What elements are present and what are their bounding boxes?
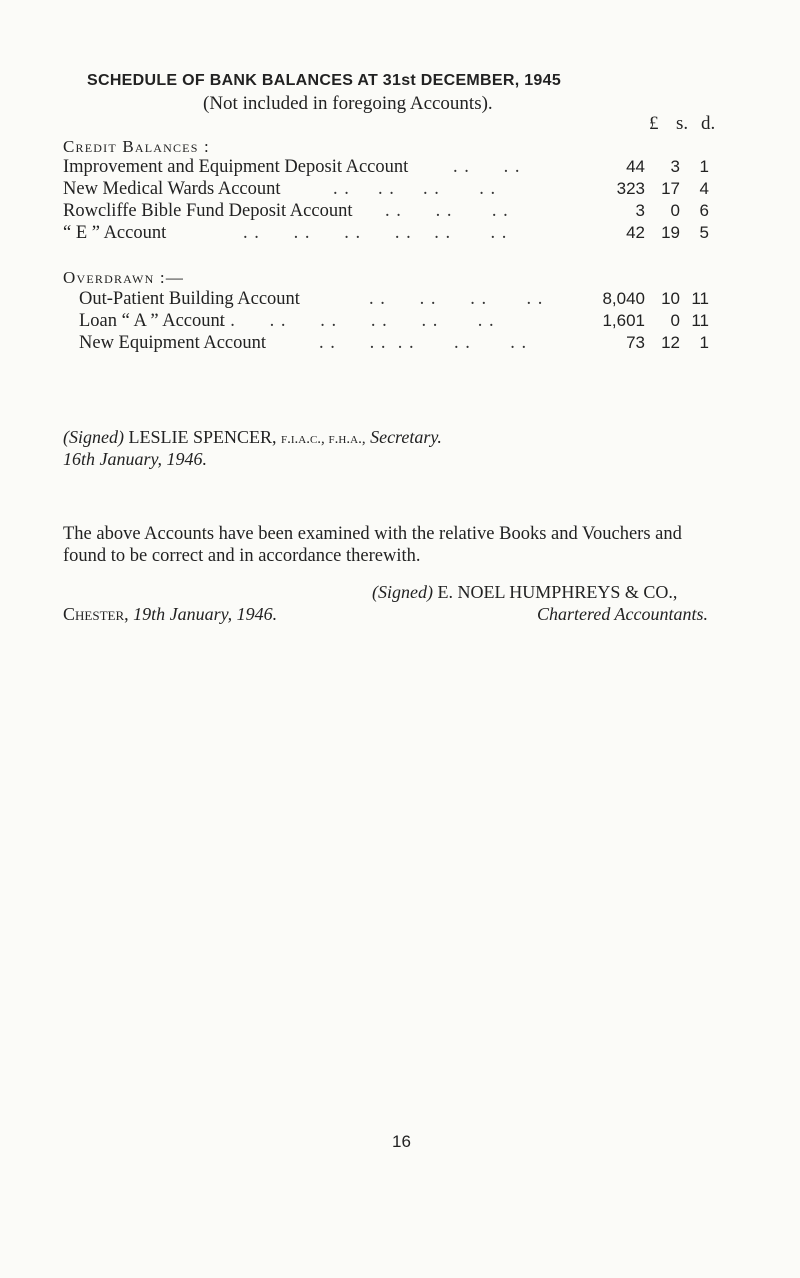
auditor-place-date xyxy=(63,604,277,625)
secretary-qualifications: f.i.a.c., f.h.a., xyxy=(281,431,366,447)
secretary-signature xyxy=(63,427,442,448)
table-row xyxy=(79,289,713,311)
overdrawn-heading: Overdrawn :— xyxy=(63,268,185,287)
leader-dots: . . . . . . xyxy=(385,201,509,221)
amount-shillings: 3 xyxy=(670,157,680,176)
table-row xyxy=(79,311,713,333)
amount-shillings: 10 xyxy=(661,289,680,308)
row-label: Loan “ A ” Account xyxy=(79,311,225,331)
row-label: “ E ” Account xyxy=(63,223,167,243)
leader-dots: . . . . . . . . . . . . xyxy=(243,223,508,243)
table-row xyxy=(63,201,713,223)
page-number: 16 xyxy=(392,1132,411,1151)
amount-pounds: 42 xyxy=(626,223,645,242)
credit-heading: Credit Balances : xyxy=(63,137,210,156)
page-title: SCHEDULE OF BANK BALANCES AT 31st DECEMBER, 1945 xyxy=(87,72,562,89)
amount-pence: 4 xyxy=(699,179,709,198)
leader-dots: . . . . . . . . . . xyxy=(319,333,528,353)
amount-shillings: 0 xyxy=(670,201,680,220)
secretary-role: Secretary. xyxy=(370,427,442,447)
auditor-place: Chester, xyxy=(63,604,129,624)
pence-header: d. xyxy=(701,113,716,134)
amount-pence: 11 xyxy=(691,289,709,308)
amount-pounds: 3 xyxy=(635,201,645,220)
auditor-role: Chartered Accountants. xyxy=(537,604,708,624)
amount-pounds: 323 xyxy=(616,179,645,198)
amount-pounds: 73 xyxy=(626,333,645,352)
amount-pence: 5 xyxy=(699,223,709,242)
pounds-header: £ xyxy=(649,113,659,134)
secretary-date: 16th January, 1946. xyxy=(63,449,207,469)
leader-dots: . . . . . . . . . . . . xyxy=(219,311,495,331)
row-label: New Equipment Account xyxy=(79,333,267,353)
leader-dots: . . . . . . . . xyxy=(369,289,544,309)
table-row xyxy=(63,179,713,201)
amount-shillings: 12 xyxy=(661,333,680,352)
amount-pence: 6 xyxy=(699,201,709,220)
auditor-firm: E. NOEL HUMPHREYS & CO., xyxy=(437,582,678,602)
row-label: New Medical Wards Account xyxy=(63,179,281,199)
amount-shillings: 0 xyxy=(670,311,680,330)
subtitle: (Not included in foregoing Accounts). xyxy=(203,93,493,114)
table-row xyxy=(79,333,713,355)
amount-shillings: 17 xyxy=(661,179,680,198)
amount-pence: 1 xyxy=(699,157,709,176)
amount-pence: 1 xyxy=(699,333,709,352)
leader-dots: . . . . . . . . xyxy=(333,179,497,199)
amount-pence: 11 xyxy=(691,311,709,330)
auditor-date: 19th January, 1946. xyxy=(133,604,278,624)
amount-pounds: 1,601 xyxy=(602,311,645,330)
amount-pounds: 8,040 xyxy=(602,289,645,308)
amount-shillings: 19 xyxy=(661,223,680,242)
shillings-header: s. xyxy=(676,113,689,134)
table-row xyxy=(63,157,713,179)
row-label: Rowcliffe Bible Fund Deposit Account xyxy=(63,201,353,221)
signed-label: (Signed) xyxy=(372,582,433,602)
auditor-signature xyxy=(372,582,677,603)
secretary-name: LESLIE SPENCER, xyxy=(128,427,277,447)
row-label: Out-Patient Building Account xyxy=(79,289,300,309)
signed-label: (Signed) xyxy=(63,427,124,447)
audit-statement: The above Accounts have been examined with the relative Books and Vouchers and found to be correct and in accordance therewith. xyxy=(63,524,682,566)
leader-dots: . . . . xyxy=(453,157,521,177)
amount-pounds: 44 xyxy=(626,157,645,176)
row-label: Improvement and Equipment Deposit Account xyxy=(63,157,409,177)
table-row xyxy=(63,223,713,245)
